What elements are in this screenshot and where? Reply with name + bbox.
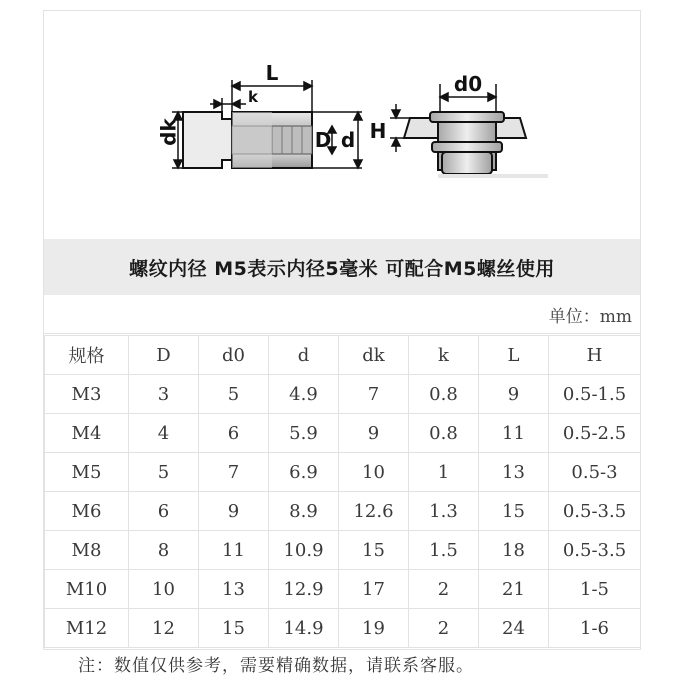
cell-d0: 13: [199, 570, 269, 609]
table-row: [45, 570, 641, 609]
table-header-row: [45, 336, 641, 375]
cell-spec: M4: [45, 414, 129, 453]
table-row: [45, 609, 641, 648]
banner-text: 螺纹内径 M5表示内径5毫米 可配合M5螺丝使用: [129, 257, 555, 280]
cell-spec: M3: [45, 375, 129, 414]
label-L: L: [265, 61, 279, 85]
cell-k: 1.5: [409, 531, 479, 570]
cell-spec: M10: [45, 570, 129, 609]
table-row: [45, 531, 641, 570]
cell-H: 1-5: [549, 570, 641, 609]
cell-k: 0.8: [409, 375, 479, 414]
cell-k: 2: [409, 609, 479, 648]
label-H: H: [369, 119, 387, 143]
spec-table: [44, 335, 641, 648]
cell-d0: 15: [199, 609, 269, 648]
cell-d0: 7: [199, 453, 269, 492]
cell-k: 0.8: [409, 414, 479, 453]
cell-dk: 17: [339, 570, 409, 609]
thread-info-banner: [44, 239, 640, 295]
cell-d0: 6: [199, 414, 269, 453]
cell-spec: M6: [45, 492, 129, 531]
label-d0: d0: [453, 72, 483, 96]
cell-dk: 10: [339, 453, 409, 492]
cell-spec: M8: [45, 531, 129, 570]
cell-d: 12.9: [269, 570, 339, 609]
cell-k: 1.3: [409, 492, 479, 531]
label-D: D: [314, 128, 332, 152]
cell-d: 8.9: [269, 492, 339, 531]
disclaimer-note: 注：数值仅供参考，需要精确数据，请联系客服。: [78, 656, 474, 676]
cell-spec: M12: [45, 609, 129, 648]
cell-L: 24: [479, 609, 549, 648]
cell-L: 13: [479, 453, 549, 492]
label-d: d: [340, 128, 356, 152]
cell-d: 4.9: [269, 375, 339, 414]
table-row: [45, 375, 641, 414]
cell-dk: 12.6: [339, 492, 409, 531]
unit-text: 单位：mm: [548, 307, 632, 327]
cell-H: 0.5-3: [549, 453, 641, 492]
cell-H: 0.5-1.5: [549, 375, 641, 414]
cell-D: 5: [129, 453, 199, 492]
table-row: [45, 414, 641, 453]
cell-H: 0.5-3.5: [549, 531, 641, 570]
cell-d: 5.9: [269, 414, 339, 453]
cell-d0: 5: [199, 375, 269, 414]
cell-dk: 7: [339, 375, 409, 414]
table-row: [45, 453, 641, 492]
cell-d0: 9: [199, 492, 269, 531]
header-dk: dk: [339, 336, 409, 375]
header-k: k: [409, 336, 479, 375]
cell-L: 11: [479, 414, 549, 453]
side-view: [183, 112, 312, 168]
cell-dk: 19: [339, 609, 409, 648]
installed-view: [404, 112, 548, 178]
cell-spec: M5: [45, 453, 129, 492]
cell-H: 0.5-3.5: [549, 492, 641, 531]
cell-k: 1: [409, 453, 479, 492]
cell-D: 10: [129, 570, 199, 609]
rivet-nut-diagram: [44, 11, 640, 239]
cell-H: 1-6: [549, 609, 641, 648]
cell-dk: 9: [339, 414, 409, 453]
cell-D: 8: [129, 531, 199, 570]
cell-d: 10.9: [269, 531, 339, 570]
cell-d0: 11: [199, 531, 269, 570]
unit-label: [44, 296, 640, 334]
cell-L: 15: [479, 492, 549, 531]
cell-L: 21: [479, 570, 549, 609]
cell-L: 9: [479, 375, 549, 414]
cell-L: 18: [479, 531, 549, 570]
header-D: D: [129, 336, 199, 375]
cell-dk: 15: [339, 531, 409, 570]
cell-H: 0.5-2.5: [549, 414, 641, 453]
header-L: L: [479, 336, 549, 375]
cell-D: 3: [129, 375, 199, 414]
header-d0: d0: [199, 336, 269, 375]
header-spec: 规格: [45, 336, 129, 375]
header-d: d: [269, 336, 339, 375]
label-k: k: [248, 88, 258, 106]
cell-D: 4: [129, 414, 199, 453]
cell-D: 6: [129, 492, 199, 531]
header-H: H: [549, 336, 641, 375]
cell-D: 12: [129, 609, 199, 648]
table-row: [45, 492, 641, 531]
label-dk: dk: [156, 118, 181, 146]
cell-d: 14.9: [269, 609, 339, 648]
cell-k: 2: [409, 570, 479, 609]
cell-d: 6.9: [269, 453, 339, 492]
